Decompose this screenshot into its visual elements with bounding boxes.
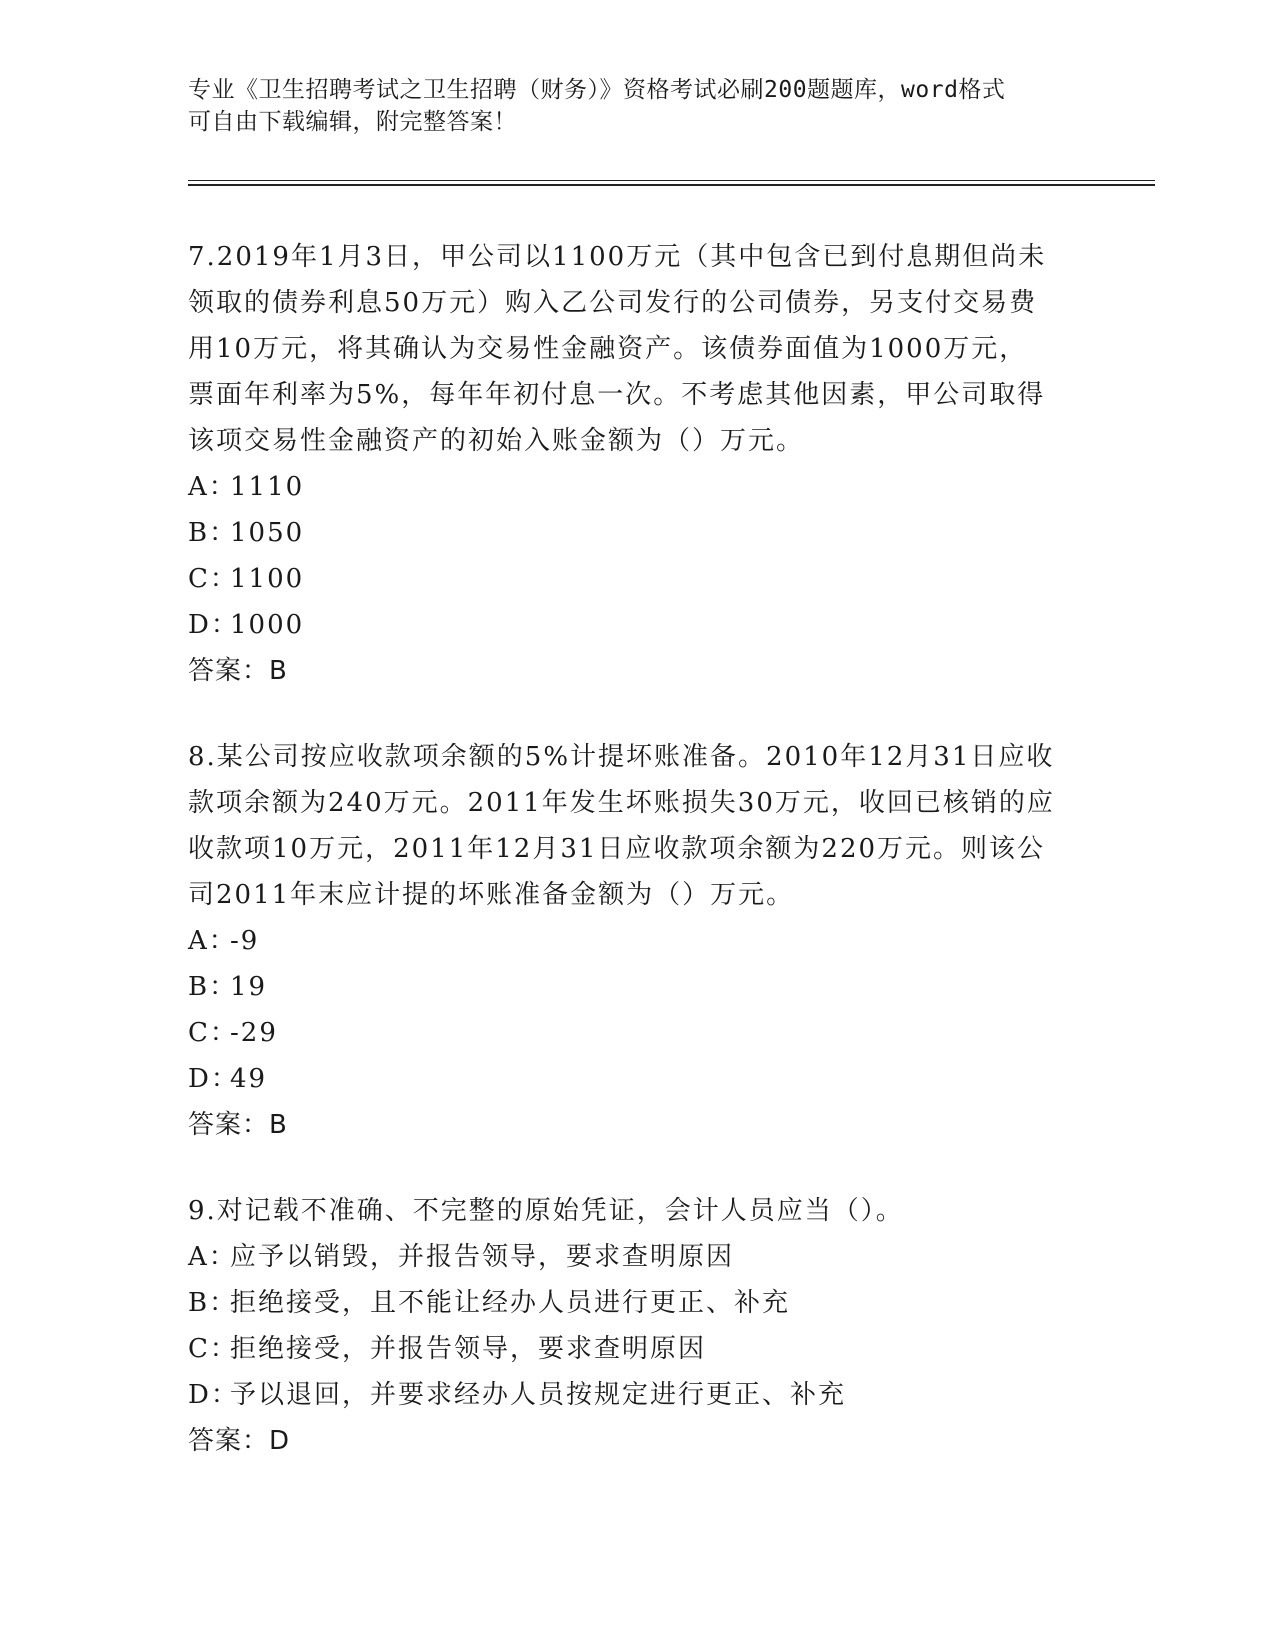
stem-line: 7.2019年1月3日，甲公司以1100万元（其中包含已到付息期但尚未 (188, 242, 1047, 272)
option-d (188, 602, 1128, 648)
question-list (188, 234, 1128, 1504)
question-stem (188, 1188, 1128, 1234)
option-letter: C： (188, 1018, 238, 1048)
header-divider-thick (188, 184, 1155, 186)
stem-line: 款项余额为240万元。2011年发生坏账损失30万元，收回已核销的应 (188, 788, 1055, 818)
header-line-2: 可自由下载编辑，附完整答案！ (188, 109, 517, 135)
stem-line: 9.对记载不准确、不完整的原始凭证，会计人员应当（）。 (188, 1196, 904, 1226)
option-letter: D： (188, 1064, 239, 1094)
header-divider-thin (188, 180, 1155, 181)
option-text: 拒绝接受，并报告领导，要求查明原因 (230, 1334, 707, 1364)
question-stem (188, 734, 1128, 918)
option-c (188, 1010, 1128, 1056)
header-line-1: 专业《卫生招聘考试之卫生招聘（财务）》资格考试必刷200题题库，word格式 (188, 77, 1006, 103)
stem-line: 票面年利率为5%，每年年初付息一次。不考虑其他因素，甲公司取得 (188, 380, 1046, 410)
question-stem (188, 234, 1128, 464)
option-letter: A： (188, 472, 237, 502)
stem-line: 司2011年末应计提的坏账准备金额为（）万元。 (188, 880, 795, 910)
option-letter: D： (188, 1380, 239, 1410)
option-text: 49 (230, 1064, 268, 1094)
question-7 (188, 234, 1128, 694)
option-text: 1000 (230, 610, 305, 640)
option-letter: B： (188, 972, 238, 1002)
stem-line: 领取的债券利息50万元）购入乙公司发行的公司债券，另支付交易费 (188, 288, 1038, 318)
stem-line: 用10万元，将其确认为交易性金融资产。该债券面值为1000万元， (188, 334, 1028, 364)
option-a (188, 918, 1128, 964)
option-text: 1110 (230, 472, 305, 502)
option-letter: C： (188, 1334, 238, 1364)
option-letter: D： (188, 610, 239, 640)
option-text: 应予以销毁，并报告领导，要求查明原因 (230, 1242, 735, 1272)
stem-line: 8.某公司按应收款项余额的5%计提坏账准备。2010年12月31日应收 (188, 742, 1055, 772)
option-d (188, 1372, 1128, 1418)
option-letter: C： (188, 564, 238, 594)
option-text: -9 (230, 926, 260, 956)
option-b (188, 964, 1128, 1010)
option-text: 予以退回，并要求经办人员按规定进行更正、补充 (230, 1380, 847, 1410)
answer-line: 答案：B (188, 1110, 288, 1140)
option-letter: B： (188, 518, 238, 548)
stem-line: 该项交易性金融资产的初始入账金额为（）万元。 (188, 426, 805, 456)
option-letter: B： (188, 1288, 238, 1318)
option-text: 1100 (230, 564, 305, 594)
answer-line: 答案：B (188, 656, 288, 686)
option-b (188, 510, 1128, 556)
option-text: 19 (230, 972, 268, 1002)
question-8 (188, 734, 1128, 1148)
option-text: 1050 (230, 518, 305, 548)
option-a (188, 464, 1128, 510)
option-letter: A： (188, 1242, 237, 1272)
answer-line: 答案：D (188, 1426, 291, 1456)
option-text: -29 (230, 1018, 278, 1048)
option-c (188, 1326, 1128, 1372)
option-b (188, 1280, 1128, 1326)
option-letter: A： (188, 926, 237, 956)
option-text: 拒绝接受，且不能让经办人员进行更正、补充 (230, 1288, 791, 1318)
document-header (188, 74, 1088, 138)
option-c (188, 556, 1128, 602)
option-d (188, 1056, 1128, 1102)
question-9 (188, 1188, 1128, 1464)
stem-line: 收款项10万元，2011年12月31日应收款项余额为220万元。则该公 (188, 834, 1046, 864)
option-a (188, 1234, 1128, 1280)
